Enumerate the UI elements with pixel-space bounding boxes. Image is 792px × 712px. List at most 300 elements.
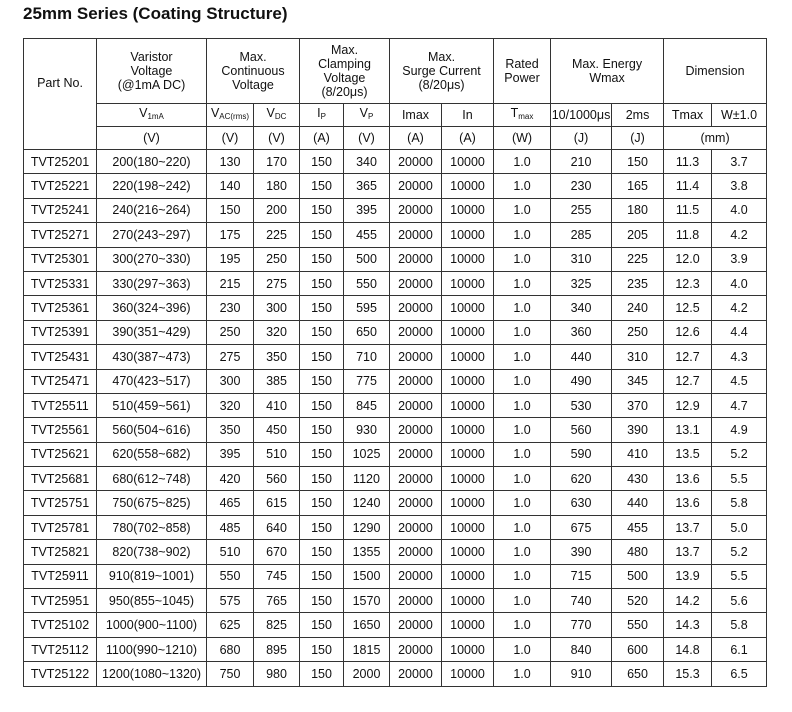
cell-dim-tmax: 13.1 (664, 418, 712, 442)
cell-in: 10000 (442, 589, 494, 613)
cell-vac: 575 (207, 589, 254, 613)
cell-power: 1.0 (494, 564, 551, 588)
cell-power: 1.0 (494, 150, 551, 174)
cell-energy-2ms: 250 (612, 320, 664, 344)
unit-dimension: (mm) (664, 127, 767, 150)
cell-imax: 20000 (390, 393, 442, 417)
cell-vdc: 180 (254, 174, 300, 198)
cell-energy-2ms: 345 (612, 369, 664, 393)
cell-vdc: 200 (254, 198, 300, 222)
cell-in: 10000 (442, 637, 494, 661)
cell-varistor-voltage: 220(198~242) (97, 174, 207, 198)
cell-energy-2ms: 180 (612, 198, 664, 222)
cell-ip: 150 (300, 662, 344, 686)
cell-energy-10-1000: 840 (551, 637, 612, 661)
cell-imax: 20000 (390, 589, 442, 613)
cell-varistor-voltage: 360(324~396) (97, 296, 207, 320)
cell-energy-2ms: 480 (612, 540, 664, 564)
cell-vac: 230 (207, 296, 254, 320)
cell-in: 10000 (442, 418, 494, 442)
cell-in: 10000 (442, 198, 494, 222)
cell-imax: 20000 (390, 540, 442, 564)
cell-varistor-voltage: 750(675~825) (97, 491, 207, 515)
cell-in: 10000 (442, 223, 494, 247)
cell-ip: 150 (300, 369, 344, 393)
cell-power: 1.0 (494, 223, 551, 247)
cell-part-no: TVT25221 (24, 174, 97, 198)
cell-dim-tmax: 11.5 (664, 198, 712, 222)
cell-imax: 20000 (390, 442, 442, 466)
cell-dim-w: 4.4 (712, 320, 767, 344)
cell-power: 1.0 (494, 320, 551, 344)
cell-power: 1.0 (494, 589, 551, 613)
cell-vac: 150 (207, 198, 254, 222)
cell-dim-tmax: 12.7 (664, 345, 712, 369)
table-row (24, 393, 767, 417)
table-row (24, 369, 767, 393)
cell-imax: 20000 (390, 320, 442, 344)
cell-dim-tmax: 14.8 (664, 637, 712, 661)
cell-dim-tmax: 11.3 (664, 150, 712, 174)
cell-dim-tmax: 13.6 (664, 467, 712, 491)
cell-energy-10-1000: 910 (551, 662, 612, 686)
cell-imax: 20000 (390, 467, 442, 491)
cell-ip: 150 (300, 150, 344, 174)
cell-ip: 150 (300, 515, 344, 539)
cell-in: 10000 (442, 174, 494, 198)
cell-in: 10000 (442, 491, 494, 515)
cell-imax: 20000 (390, 515, 442, 539)
cell-dim-tmax: 11.4 (664, 174, 712, 198)
cell-imax: 20000 (390, 369, 442, 393)
cell-part-no: TVT25112 (24, 637, 97, 661)
cell-imax: 20000 (390, 271, 442, 295)
cell-vdc: 640 (254, 515, 300, 539)
cell-vac: 625 (207, 613, 254, 637)
cell-energy-2ms: 235 (612, 271, 664, 295)
cell-dim-tmax: 14.3 (664, 613, 712, 637)
cell-energy-2ms: 390 (612, 418, 664, 442)
cell-dim-w: 4.2 (712, 223, 767, 247)
subheader-v1ma: $V_{1mA}$ (97, 104, 207, 127)
cell-ip: 150 (300, 223, 344, 247)
cell-power: 1.0 (494, 491, 551, 515)
specification-table (23, 38, 767, 687)
cell-energy-10-1000: 715 (551, 564, 612, 588)
unit-blank (24, 127, 97, 150)
cell-power: 1.0 (494, 613, 551, 637)
cell-part-no: TVT25621 (24, 442, 97, 466)
cell-part-no: TVT25301 (24, 247, 97, 271)
cell-imax: 20000 (390, 150, 442, 174)
header-max-clamping-voltage: Max. Clamping Voltage (8/20μs) (300, 39, 390, 104)
cell-ip: 150 (300, 637, 344, 661)
cell-part-no: TVT25241 (24, 198, 97, 222)
cell-imax: 20000 (390, 345, 442, 369)
cell-dim-w: 3.8 (712, 174, 767, 198)
cell-power: 1.0 (494, 174, 551, 198)
cell-vp: 2000 (344, 662, 390, 686)
cell-energy-10-1000: 675 (551, 515, 612, 539)
table-row (24, 589, 767, 613)
cell-varistor-voltage: 510(459~561) (97, 393, 207, 417)
cell-dim-tmax: 12.6 (664, 320, 712, 344)
cell-vdc: 275 (254, 271, 300, 295)
cell-energy-2ms: 165 (612, 174, 664, 198)
cell-power: 1.0 (494, 662, 551, 686)
cell-ip: 150 (300, 613, 344, 637)
cell-power: 1.0 (494, 515, 551, 539)
cell-vp: 340 (344, 150, 390, 174)
cell-part-no: TVT25431 (24, 345, 97, 369)
cell-vac: 320 (207, 393, 254, 417)
cell-vac: 250 (207, 320, 254, 344)
cell-in: 10000 (442, 345, 494, 369)
cell-power: 1.0 (494, 393, 551, 417)
cell-ip: 150 (300, 198, 344, 222)
cell-power: 1.0 (494, 369, 551, 393)
cell-dim-w: 4.5 (712, 369, 767, 393)
cell-vp: 845 (344, 393, 390, 417)
cell-varistor-voltage: 1000(900~1100) (97, 613, 207, 637)
cell-dim-tmax: 12.9 (664, 393, 712, 417)
cell-in: 10000 (442, 515, 494, 539)
table-row (24, 515, 767, 539)
cell-energy-10-1000: 360 (551, 320, 612, 344)
cell-energy-2ms: 410 (612, 442, 664, 466)
cell-dim-tmax: 12.3 (664, 271, 712, 295)
cell-part-no: TVT25201 (24, 150, 97, 174)
cell-in: 10000 (442, 369, 494, 393)
cell-dim-tmax: 14.2 (664, 589, 712, 613)
cell-energy-2ms: 550 (612, 613, 664, 637)
table-row (24, 613, 767, 637)
cell-in: 10000 (442, 613, 494, 637)
cell-energy-10-1000: 325 (551, 271, 612, 295)
cell-vac: 195 (207, 247, 254, 271)
cell-varistor-voltage: 1100(990~1210) (97, 637, 207, 661)
table-row (24, 637, 767, 661)
cell-in: 10000 (442, 467, 494, 491)
cell-vdc: 510 (254, 442, 300, 466)
cell-energy-10-1000: 340 (551, 296, 612, 320)
cell-part-no: TVT25781 (24, 515, 97, 539)
table-row (24, 320, 767, 344)
cell-dim-w: 6.1 (712, 637, 767, 661)
cell-energy-10-1000: 210 (551, 150, 612, 174)
cell-vac: 300 (207, 369, 254, 393)
cell-in: 10000 (442, 564, 494, 588)
cell-part-no: TVT25361 (24, 296, 97, 320)
unit-v1ma: (V) (97, 127, 207, 150)
cell-vp: 550 (344, 271, 390, 295)
cell-imax: 20000 (390, 296, 442, 320)
cell-vp: 455 (344, 223, 390, 247)
cell-dim-w: 3.7 (712, 150, 767, 174)
cell-vp: 1650 (344, 613, 390, 637)
cell-imax: 20000 (390, 418, 442, 442)
cell-imax: 20000 (390, 637, 442, 661)
cell-varistor-voltage: 620(558~682) (97, 442, 207, 466)
cell-ip: 150 (300, 271, 344, 295)
unit-energy-10-1000: (J) (551, 127, 612, 150)
table-row (24, 467, 767, 491)
header-max-continuous-voltage: Max. Continuous Voltage (207, 39, 300, 104)
cell-varistor-voltage: 910(819~1001) (97, 564, 207, 588)
cell-power: 1.0 (494, 467, 551, 491)
cell-dim-w: 5.2 (712, 442, 767, 466)
cell-dim-w: 6.5 (712, 662, 767, 686)
subheader-energy-2ms: 2ms (612, 104, 664, 127)
cell-vp: 1240 (344, 491, 390, 515)
table-row (24, 296, 767, 320)
cell-dim-w: 5.5 (712, 467, 767, 491)
cell-energy-2ms: 430 (612, 467, 664, 491)
cell-vp: 710 (344, 345, 390, 369)
cell-varistor-voltage: 820(738~902) (97, 540, 207, 564)
header-rated-power: Rated Power (494, 39, 551, 104)
cell-vp: 1500 (344, 564, 390, 588)
cell-vdc: 385 (254, 369, 300, 393)
cell-energy-10-1000: 770 (551, 613, 612, 637)
cell-vac: 465 (207, 491, 254, 515)
cell-energy-2ms: 240 (612, 296, 664, 320)
unit-vac: (V) (207, 127, 254, 150)
cell-vp: 1025 (344, 442, 390, 466)
header-max-surge-current: Max. Surge Current (8/20μs) (390, 39, 494, 104)
table-body (24, 150, 767, 687)
cell-vdc: 250 (254, 247, 300, 271)
cell-vac: 395 (207, 442, 254, 466)
cell-varistor-voltage: 1200(1080~1320) (97, 662, 207, 686)
cell-energy-10-1000: 740 (551, 589, 612, 613)
cell-vac: 140 (207, 174, 254, 198)
cell-dim-tmax: 13.7 (664, 540, 712, 564)
cell-dim-w: 4.2 (712, 296, 767, 320)
subheader-dim-tmax: Tmax (664, 104, 712, 127)
cell-ip: 150 (300, 393, 344, 417)
cell-part-no: TVT25122 (24, 662, 97, 686)
cell-energy-10-1000: 440 (551, 345, 612, 369)
cell-part-no: TVT25102 (24, 613, 97, 637)
cell-vdc: 225 (254, 223, 300, 247)
cell-in: 10000 (442, 442, 494, 466)
cell-varistor-voltage: 430(387~473) (97, 345, 207, 369)
cell-vac: 420 (207, 467, 254, 491)
cell-imax: 20000 (390, 174, 442, 198)
cell-energy-2ms: 205 (612, 223, 664, 247)
cell-imax: 20000 (390, 491, 442, 515)
cell-vdc: 615 (254, 491, 300, 515)
cell-vac: 275 (207, 345, 254, 369)
cell-varistor-voltage: 560(504~616) (97, 418, 207, 442)
unit-vp: (V) (344, 127, 390, 150)
cell-vdc: 350 (254, 345, 300, 369)
cell-vp: 1355 (344, 540, 390, 564)
cell-energy-10-1000: 490 (551, 369, 612, 393)
cell-energy-2ms: 370 (612, 393, 664, 417)
cell-vac: 350 (207, 418, 254, 442)
header-max-energy: Max. Energy Wmax (551, 39, 664, 104)
subheader-ip: $I_P$ (300, 104, 344, 127)
header-dimension: Dimension (664, 39, 767, 104)
cell-vp: 775 (344, 369, 390, 393)
cell-dim-w: 5.8 (712, 613, 767, 637)
table-row (24, 150, 767, 174)
table-row (24, 345, 767, 369)
cell-dim-tmax: 12.0 (664, 247, 712, 271)
subheader-imax: Imax (390, 104, 442, 127)
cell-dim-w: 4.0 (712, 271, 767, 295)
cell-ip: 150 (300, 589, 344, 613)
cell-energy-2ms: 520 (612, 589, 664, 613)
cell-part-no: TVT25331 (24, 271, 97, 295)
cell-power: 1.0 (494, 442, 551, 466)
cell-varistor-voltage: 300(270~330) (97, 247, 207, 271)
cell-dim-w: 4.9 (712, 418, 767, 442)
cell-vp: 395 (344, 198, 390, 222)
cell-power: 1.0 (494, 296, 551, 320)
cell-dim-w: 5.8 (712, 491, 767, 515)
cell-imax: 20000 (390, 198, 442, 222)
subheader-tmax: $T_{max}$ (494, 104, 551, 127)
cell-vp: 365 (344, 174, 390, 198)
cell-energy-2ms: 600 (612, 637, 664, 661)
cell-power: 1.0 (494, 271, 551, 295)
cell-varistor-voltage: 780(702~858) (97, 515, 207, 539)
cell-varistor-voltage: 470(423~517) (97, 369, 207, 393)
cell-energy-2ms: 310 (612, 345, 664, 369)
cell-in: 10000 (442, 540, 494, 564)
table-row (24, 491, 767, 515)
cell-vp: 1290 (344, 515, 390, 539)
cell-vdc: 825 (254, 613, 300, 637)
cell-dim-tmax: 15.3 (664, 662, 712, 686)
cell-power: 1.0 (494, 637, 551, 661)
table-row (24, 564, 767, 588)
cell-vac: 750 (207, 662, 254, 686)
cell-dim-tmax: 13.6 (664, 491, 712, 515)
cell-varistor-voltage: 950(855~1045) (97, 589, 207, 613)
cell-imax: 20000 (390, 564, 442, 588)
cell-dim-tmax: 12.7 (664, 369, 712, 393)
subheader-vac: $V_{AC(rms)}$ (207, 104, 254, 127)
cell-energy-10-1000: 630 (551, 491, 612, 515)
subheader-energy-10-1000: 10/1000μs (551, 104, 612, 127)
cell-vdc: 895 (254, 637, 300, 661)
header-part-no: Part No. (24, 39, 97, 127)
cell-dim-tmax: 12.5 (664, 296, 712, 320)
cell-in: 10000 (442, 320, 494, 344)
cell-ip: 150 (300, 296, 344, 320)
cell-vac: 130 (207, 150, 254, 174)
cell-energy-10-1000: 590 (551, 442, 612, 466)
cell-vac: 510 (207, 540, 254, 564)
cell-vp: 1120 (344, 467, 390, 491)
cell-part-no: TVT25681 (24, 467, 97, 491)
cell-energy-10-1000: 285 (551, 223, 612, 247)
table-row (24, 662, 767, 686)
cell-vdc: 980 (254, 662, 300, 686)
cell-vdc: 670 (254, 540, 300, 564)
unit-in: (A) (442, 127, 494, 150)
cell-dim-tmax: 13.7 (664, 515, 712, 539)
cell-part-no: TVT25951 (24, 589, 97, 613)
cell-part-no: TVT25391 (24, 320, 97, 344)
table-row (24, 223, 767, 247)
cell-vp: 930 (344, 418, 390, 442)
cell-dim-w: 4.3 (712, 345, 767, 369)
cell-vdc: 320 (254, 320, 300, 344)
cell-in: 10000 (442, 150, 494, 174)
cell-vac: 215 (207, 271, 254, 295)
cell-vac: 485 (207, 515, 254, 539)
cell-part-no: TVT25821 (24, 540, 97, 564)
page-title: 25mm Series (Coating Structure) (23, 4, 288, 23)
subheader-vp: $V_P$ (344, 104, 390, 127)
cell-power: 1.0 (494, 247, 551, 271)
cell-varistor-voltage: 390(351~429) (97, 320, 207, 344)
cell-varistor-voltage: 330(297~363) (97, 271, 207, 295)
cell-ip: 150 (300, 174, 344, 198)
header-varistor-voltage: Varistor Voltage (@1mA DC) (97, 39, 207, 104)
cell-ip: 150 (300, 320, 344, 344)
cell-imax: 20000 (390, 662, 442, 686)
cell-imax: 20000 (390, 613, 442, 637)
subheader-in: In (442, 104, 494, 127)
cell-vac: 550 (207, 564, 254, 588)
cell-vac: 175 (207, 223, 254, 247)
cell-imax: 20000 (390, 223, 442, 247)
cell-in: 10000 (442, 247, 494, 271)
cell-ip: 150 (300, 418, 344, 442)
cell-energy-10-1000: 230 (551, 174, 612, 198)
cell-dim-w: 3.9 (712, 247, 767, 271)
cell-energy-10-1000: 560 (551, 418, 612, 442)
cell-dim-tmax: 13.5 (664, 442, 712, 466)
cell-vdc: 300 (254, 296, 300, 320)
cell-in: 10000 (442, 271, 494, 295)
cell-energy-2ms: 440 (612, 491, 664, 515)
cell-vp: 1570 (344, 589, 390, 613)
cell-vp: 1815 (344, 637, 390, 661)
cell-varistor-voltage: 200(180~220) (97, 150, 207, 174)
cell-dim-w: 5.2 (712, 540, 767, 564)
cell-vp: 500 (344, 247, 390, 271)
cell-ip: 150 (300, 564, 344, 588)
cell-power: 1.0 (494, 198, 551, 222)
cell-ip: 150 (300, 467, 344, 491)
cell-ip: 150 (300, 247, 344, 271)
cell-energy-10-1000: 310 (551, 247, 612, 271)
cell-vp: 650 (344, 320, 390, 344)
subheader-dim-w: W±1.0 (712, 104, 767, 127)
table-row (24, 198, 767, 222)
cell-energy-10-1000: 390 (551, 540, 612, 564)
unit-energy-2ms: (J) (612, 127, 664, 150)
cell-dim-w: 4.7 (712, 393, 767, 417)
subheader-vdc: $V_{DC}$ (254, 104, 300, 127)
cell-power: 1.0 (494, 345, 551, 369)
cell-power: 1.0 (494, 540, 551, 564)
unit-power: (W) (494, 127, 551, 150)
cell-energy-10-1000: 530 (551, 393, 612, 417)
table-row (24, 442, 767, 466)
cell-part-no: TVT25271 (24, 223, 97, 247)
cell-energy-10-1000: 620 (551, 467, 612, 491)
cell-vdc: 560 (254, 467, 300, 491)
cell-part-no: TVT25911 (24, 564, 97, 588)
